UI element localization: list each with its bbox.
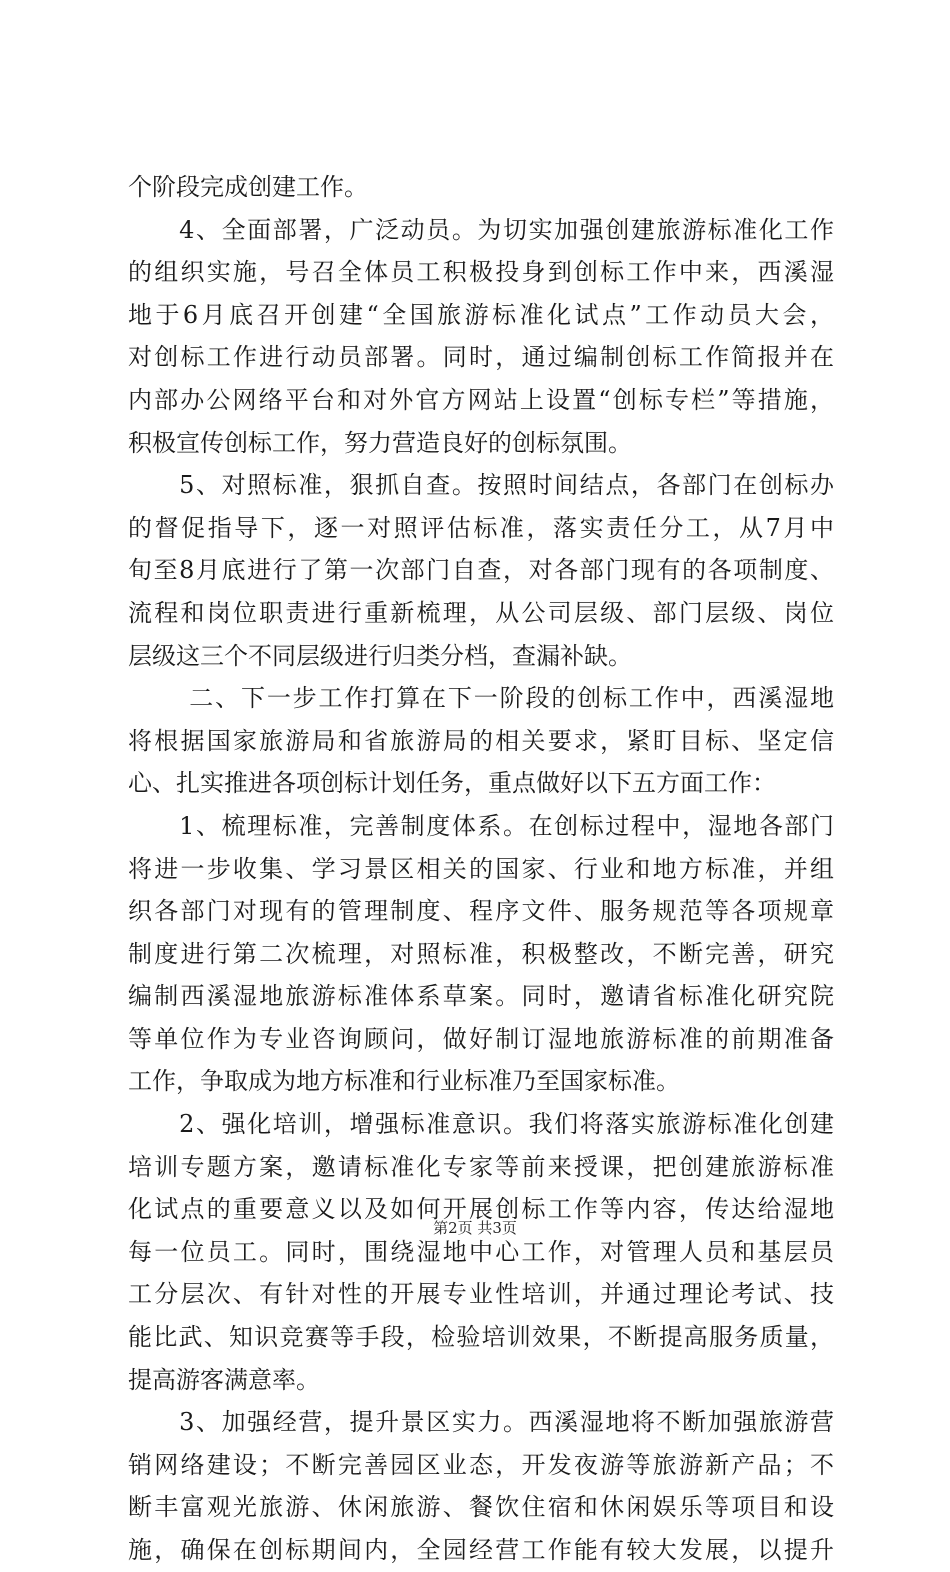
text-line: 施，确保在创标期间内，全园经营工作能有较大发展，以提升 — [128, 1536, 834, 1564]
text-line: 工作，争取成为地方标准和行业标准乃至国家标准。 — [128, 1067, 680, 1096]
text-line: 个阶段完成创建工作。 — [128, 173, 368, 201]
text-line: 二、下一步工作打算在下一阶段的创标工作中，西溪湿地 — [128, 684, 834, 713]
text-line: 能比武、知识竞赛等手段，检验培训效果，不断提高服务质量， — [128, 1323, 834, 1352]
text-line: 化试点的重要意义以及如何开展创标工作等内容，传达给湿地 — [128, 1195, 834, 1224]
text-line: 层级这三个不同层级进行归类分档，查漏补缺。 — [128, 641, 632, 670]
text-line: 培训专题方案，邀请标准化专家等前来授课，把创建旅游标准 — [128, 1152, 834, 1181]
text-line: 等单位作为专业咨询顾问，做好制订湿地旅游标准的前期准备 — [128, 1024, 834, 1053]
text-line: 将根据国家旅游局和省旅游局的相关要求，紧盯目标、坚定信 — [128, 726, 834, 755]
text-line: 断丰富观光旅游、休闲旅游、餐饮住宿和休闲娱乐等项目和设 — [128, 1493, 834, 1522]
text-line: 心、扎实推进各项创标计划任务，重点做好以下五方面工作： — [128, 769, 776, 798]
text-line: 地于6月底召开创建“全国旅游标准化试点”工作动员大会， — [128, 300, 834, 329]
text-line: 旬至8月底进行了第一次部门自查，对各部门现有的各项制度、 — [128, 556, 834, 585]
text-line: 1、梳理标准，完善制度体系。在创标过程中，湿地各部门 — [128, 811, 834, 840]
text-line: 织各部门对现有的管理制度、程序文件、服务规范等各项规章 — [128, 897, 834, 926]
text-line: 积极宣传创标工作，努力营造良好的创标氛围。 — [128, 428, 632, 457]
text-line: 每一位员工。同时，围绕湿地中心工作，对管理人员和基层员 — [128, 1237, 834, 1266]
text-line: 5、对照标准，狠抓自查。按照时间结点，各部门在创标办 — [128, 471, 834, 500]
text-line: 工分层次、有针对性的开展专业性培训，并通过理论考试、技 — [128, 1280, 834, 1309]
text-line: 将进一步收集、学习景区相关的国家、行业和地方标准，并组 — [128, 854, 834, 883]
text-line: 提高游客满意率。 — [128, 1365, 320, 1394]
text-line: 流程和岗位职责进行重新梳理，从公司层级、部门层级、岗位 — [128, 598, 834, 627]
text-line: 对创标工作进行动员部署。同时，通过编制创标工作简报并在 — [128, 343, 834, 372]
document-body — [128, 166, 834, 1572]
page-number-footer: 第2页 共3页 — [433, 1219, 517, 1237]
text-line: 2、强化培训，增强标准意识。我们将落实旅游标准化创建 — [128, 1110, 834, 1139]
text-line: 内部办公网络平台和对外官方网站上设置“创标专栏”等措施， — [128, 385, 834, 414]
text-line: 编制西溪湿地旅游标准体系草案。同时，邀请省标准化研究院 — [128, 982, 834, 1011]
text-line: 的组织实施，号召全体员工积极投身到创标工作中来，西溪湿 — [128, 258, 834, 287]
text-line: 3、加强经营，提升景区实力。西溪湿地将不断加强旅游营 — [128, 1408, 834, 1437]
text-line: 的督促指导下，逐一对照评估标准，落实责任分工，从7月中 — [128, 513, 834, 542]
text-line: 销网络建设；不断完善园区业态，开发夜游等旅游新产品；不 — [128, 1450, 834, 1479]
text-line: 制度进行第二次梳理，对照标准，积极整改，不断完善，研究 — [128, 939, 834, 968]
text-line: 4、全面部署，广泛动员。为切实加强创建旅游标准化工作 — [128, 215, 834, 244]
